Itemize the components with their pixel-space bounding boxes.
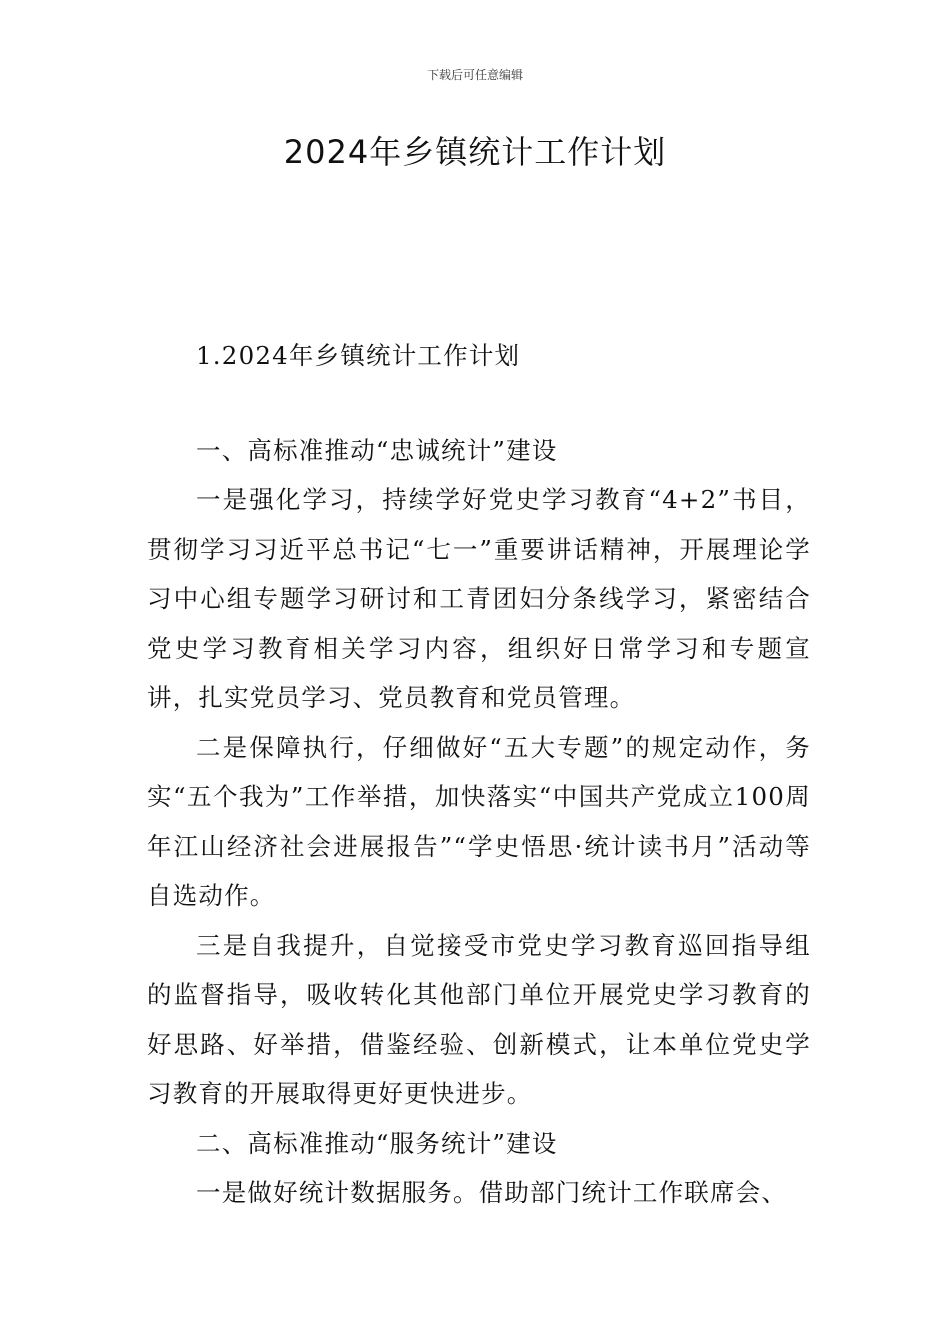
paragraph: 二是保障执行，仔细做好“五大专题”的规定动作，务实“五个我为”工作举措，加快落实“中国共产党成立100周年江山经济社会进展报告”“学史悟思·统计读书月”活动等自选动作。 (147, 732, 811, 910)
paragraph: 三是自我提升，自觉接受市党史学习教育巡回指导组的监督指导，吸收转化其他部门单位开展党史学习教育的好思路、好举措，借鉴经验、创新模式，让本单位党史学习教育的开展取得更好更快进步。 (147, 930, 811, 1108)
section-heading: 二、高标准推动“服务统计”建设 (196, 1128, 558, 1158)
header-note: 下载后可任意编辑 (426, 68, 523, 82)
section-heading: 一、高标准推动“忠诚统计”建设 (196, 435, 558, 465)
paragraph: 一是强化学习，持续学好党史学习教育“4+2”书目，贯彻学习习近平总书记“七一”重要讲话精神，开展理论学习中心组专题学习研讨和工青团妇分条线学习，紧密结合党史学习教育相关学习内容，组织好日常学习和专题宣讲，扎实党员学习、党员教育和党员管理。 (147, 485, 811, 712)
page-title: 2024年乡镇统计工作计划 (283, 133, 667, 171)
paragraph: 一是做好统计数据服务。借助部门统计工作联席会、 (196, 1178, 788, 1207)
section-subtitle: 1.2024年乡镇统计工作计划 (196, 341, 521, 370)
document-body (147, 331, 811, 1218)
